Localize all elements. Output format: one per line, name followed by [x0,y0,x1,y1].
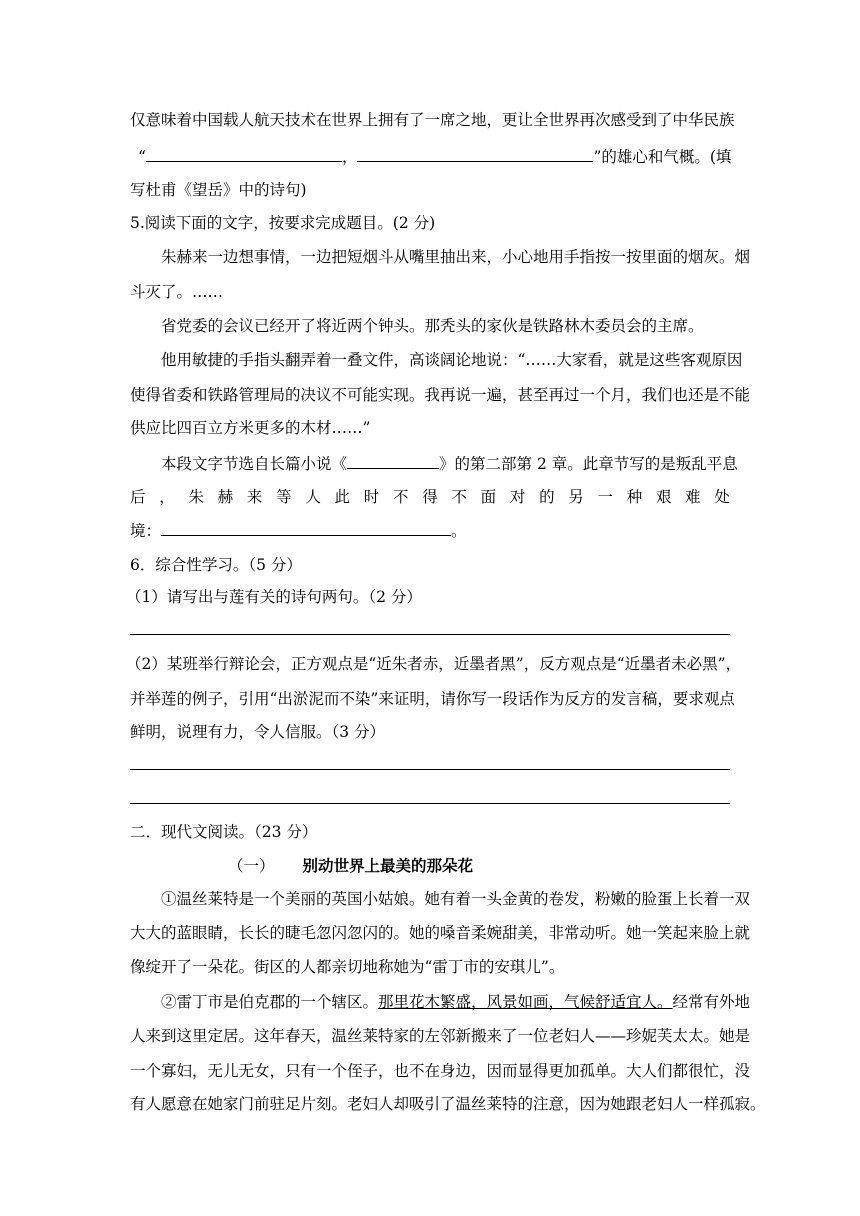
passage-title: 别动世界上最美的那朵花 [302,857,474,875]
char: 后 [130,488,146,506]
answer-line[interactable] [130,634,730,635]
close-quote-text: ”的雄心和气概。(填 [593,148,732,166]
text-line: 使得省委和铁路管理局的决议不可能实现。我再说一遍，甚至再过一个月，我们也还是不能 [130,386,751,404]
char: 对 [509,488,526,506]
char: 得 [422,488,438,506]
char: 另 [568,488,584,506]
char: 等 [276,488,292,506]
text-line: 朱赫来一边想事情，一边把短烟斗从嘴里抽出来，小心地用手指按一按里面的烟灰。烟 [161,248,751,266]
char: 人 [305,488,321,506]
sub-question: （2）某班举行辩论会，正方观点是“近朱者赤，近墨者黑”，反方观点是“近墨者未必黑”， [126,655,742,673]
question-title: 5.阅读下面的文字，按要求完成题目。(2 分) [130,214,436,232]
char: 来 [246,488,263,506]
underlined-sentence: 那里花木繁盛，风景如画，气候舒适宜人。 [378,993,673,1011]
char: 种 [626,488,643,506]
book-title-blank[interactable] [347,453,439,469]
text-line: 人来到这里定居。这年春天，温丝莱特家的左邻新搬来了一位老妇人——珍妮芙太太。她是 [130,1027,751,1045]
answer-blank[interactable] [357,146,593,162]
char: 时 [363,488,380,506]
char: ， [159,488,175,506]
char: 面 [480,488,497,506]
text-line: 供应比四百立方米更多的木材……” [130,419,371,437]
char: 艰 [655,488,672,506]
text-line [161,992,750,1012]
char: 一 [597,488,614,506]
book-mark-close: 》 [439,455,455,473]
text-segment: 的第二部第 2 章。此章节写的是叛乱平息 [454,455,738,473]
passage-number: （一） [228,857,275,875]
text-line: 省党委的会议已经开了将近两个钟头。那秃头的家伙是铁路林木委员会的主席。 [161,317,704,335]
fill-in-line [161,453,738,473]
text-line: 斗灭了。…… [130,283,224,301]
fill-in-line [130,520,467,540]
char: 难 [685,488,701,506]
justified-line [130,487,730,507]
open-quote: “ [138,148,146,166]
sub-question: （1）请写出与莲有关的诗句两句。（2 分） [126,588,422,606]
answer-line[interactable] [130,803,730,804]
book-mark-open: 《 [331,455,348,473]
text-line: ①温丝莱特是一个美丽的英国小姑娘。她有着一头金黄的卷发，粉嫩的脸蛋上长着一双 [161,890,751,908]
char: 赫 [217,488,234,506]
text-segment: 本段文字节选自长篇小说 [161,455,332,473]
text-segment: 经常有外地 [672,993,751,1011]
text-line: 大大的蓝眼睛，长长的睫毛忽闪忽闪的。她的嗓音柔婉甜美，非常动听。她一笑起来脸上就 [130,924,751,942]
passage-heading [228,856,473,876]
text-line: 仅意味着中国载人航天技术在世界上拥有了一席之地，更让全世界再次感受到了中华民族 [130,111,735,129]
text-line: 有人愿意在她家门前驻足片刻。老妇人却吸引了温丝莱特的注意，因为她跟老妇人一样孤寂。 [130,1095,766,1113]
fill-in-line [138,146,731,166]
text-line: 并举莲的例子，引用“出淤泥而不染”来证明，请你写一段话作为反方的发言稿，要求观点 [130,690,735,708]
question-title: 6．综合性学习。（5 分） [130,556,302,574]
char: 不 [451,488,467,506]
char: 不 [392,488,409,506]
answer-line[interactable] [130,769,730,770]
period: 。 [451,522,467,540]
answer-blank[interactable] [161,520,451,536]
char: 的 [539,488,555,506]
char: 处 [714,488,730,506]
char: 此 [334,488,351,506]
text-line: 鲜明，说理有力，令人信服。（3 分） [130,723,386,741]
text-line: 他用敏捷的手指头翻弄着一叠文件，高谈阔论地说：“……大家看，就是这些客观原因 [161,351,743,369]
text-segment: ②雷丁市是伯克郡的一个辖区。 [161,993,379,1011]
text-line: 一个寡妇，无儿无女，只有一个侄子，也不在身边，因而显得更加孤单。大人们都很忙，没 [130,1062,751,1080]
answer-blank[interactable] [146,146,342,162]
text-line: 写杜甫《望岳》中的诗句) [130,181,307,199]
text-line: 像绽开了一朵花。街区的人都亲切地称她为“雷丁市的安琪儿”。 [130,958,565,976]
text-segment: 境： [130,522,162,540]
char: 朱 [188,488,204,506]
document-page [126,0,766,1216]
comma: ， [341,148,358,166]
section-title: 二．现代文阅读。（23 分） [130,823,318,841]
